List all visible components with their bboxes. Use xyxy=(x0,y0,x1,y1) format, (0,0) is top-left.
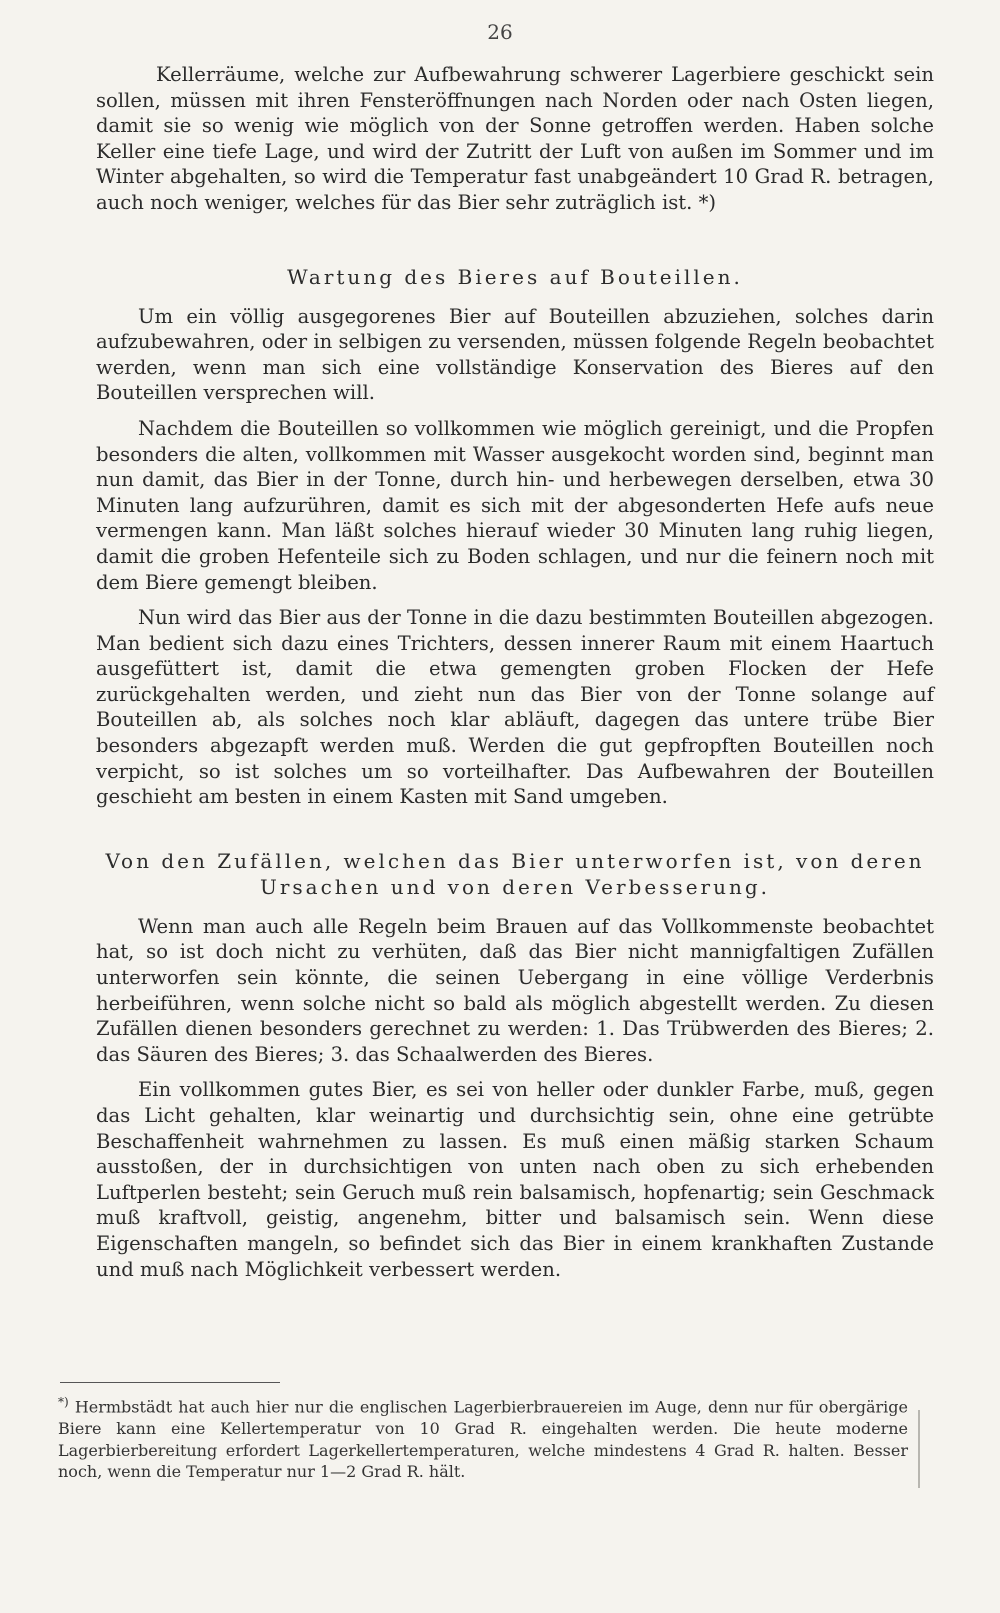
paragraph-cellar-rooms: Kellerräume, welche zur Aufbewahrung schwerer Lagerbiere geschickt sein sollen, müssen mit ihren Fensteröffnungen nach Norden oder nach Osten liegen, damit sie so wenig wie möglich von der Sonne getroffen werden. Haben solche Keller eine tiefe Lage, und wird der Zutritt der Luft von außen im Sommer und im Winter abgehalten, so wird die Temperatur fast unabgeändert 10 Grad R. betragen, auch noch weniger, welches für das Bier sehr zuträglich ist. *) xyxy=(96,63,934,214)
section-heading-defects-line-1: Von den Zufällen, welchen das Bier unterworfen ist, von deren xyxy=(105,848,925,873)
section-heading-defects xyxy=(96,848,934,900)
paragraph-good-beer: Ein vollkommen gutes Bier, es sei von heller oder dunkler Farbe, muß, gegen das Licht gehalten, klar weinartig und durchsichtig sein, ohne eine getrübte Beschaffenheit wahrnehmen zu lassen. Es muß einen mäßig starken Schaum ausstoßen, der in durchsichtigen von unten nach oben zu sich erhebenden Luftperlen besteht; sein Geruch muß rein balsamisch, hopfenartig; sein Geschmack muß kraftvoll, geistig, angenehm, bitter und balsamisch sein. Wenn diese Eigenschaften mangeln, so befindet sich das Bier in einem krankhaften Zustande und muß nach Möglichkeit verbessert werden. xyxy=(96,1078,934,1281)
paragraph-beer-defects: Wenn man auch alle Regeln beim Brauen auf das Vollkommenste beobachtet hat, so ist doch nicht zu verhüten, daß das Bier nicht mannigfaltigen Zufällen unterworfen sein könnte, die seinen Uebergang in eine völlige Verderbnis herbeiführen, wenn solche nicht so bald als möglich abgestellt werden. Zu diesen Zufällen dienen besonders gerechnet zu werden: 1. Das Trübwerden des Bieres; 2. das Säuren des Bieres; 3. das Schaalwerden des Bieres. xyxy=(96,914,934,1066)
margin-mark xyxy=(918,1410,920,1488)
paragraph-cleaning-bottles: Nachdem die Bouteillen so vollkommen wie möglich gereinigt, und die Propfen besonders die alten, vollkommen mit Wasser ausgekocht worden sind, beginnt man nun damit, das Bier in der Tonne, durch hin- und herbewegen derselben, etwa 30 Minuten lang aufzurühren, damit es sich mit der abgesonderten Hefe aufs neue vermengen kann. Man läßt solches hierauf wieder 30 Minuten lang ruhig liegen, damit die groben Hefenteile sich zu Boden schlagen, und nur die feinern noch mit dem Biere gemengt bleiben. xyxy=(96,416,934,594)
footnote xyxy=(58,1392,908,1483)
footnote-text: Hermbstädt hat auch hier nur die englischen Lagerbierbrauereien im Auge, denn nur für obergärige Biere kann eine Kellertemperatur von 10 Grad R. eingehalten werden. Die heute moderne Lagerbierbereitung erfordert Lagerkellertemperaturen, welche mindestens 4 Grad R. halten. Besser noch, wenn die Temperatur nur 1—2 Grad R. hält. xyxy=(58,1397,908,1482)
section-heading-defects-line-2: Ursachen und von deren Verbesserung. xyxy=(259,874,771,899)
paragraph-filling-bottles: Nun wird das Bier aus der Tonne in die dazu bestimmten Bouteillen abgezogen. Man bedient sich dazu eines Trichters, dessen innerer Raum mit einem Haartuch ausgefüttert ist, damit die etwa gemengten groben Flocken der Hefe zurückgehalten werden, und zieht nun das Bier von der Tonne solange auf Bouteillen ab, als solches noch klar abläuft, dagegen das untere trübe Bier besonders abgezapft werden muß. Werden die gut gepfropften Bouteillen noch verpicht, so ist solches um so vorteilhafter. Das Aufbewahren der Bouteillen geschieht am besten in einem Kasten mit Sand umgeben. xyxy=(96,606,934,809)
section-heading-bottles: Wartung des Bieres auf Bouteillen. xyxy=(287,264,743,289)
paragraph-bottling-rules: Um ein völlig ausgegorenes Bier auf Bouteillen abzuziehen, solches darin aufzubewahren, oder in selbigen zu versenden, müssen folgende Regeln beobachtet werden, wenn man sich eine vollständige Konservation des Bieres auf den Bouteillen versprechen will. xyxy=(96,304,934,405)
footnote-mark: *) xyxy=(58,1395,69,1409)
footnote-divider xyxy=(60,1382,280,1383)
page-body xyxy=(96,62,934,1282)
page-number: 26 xyxy=(487,20,513,44)
